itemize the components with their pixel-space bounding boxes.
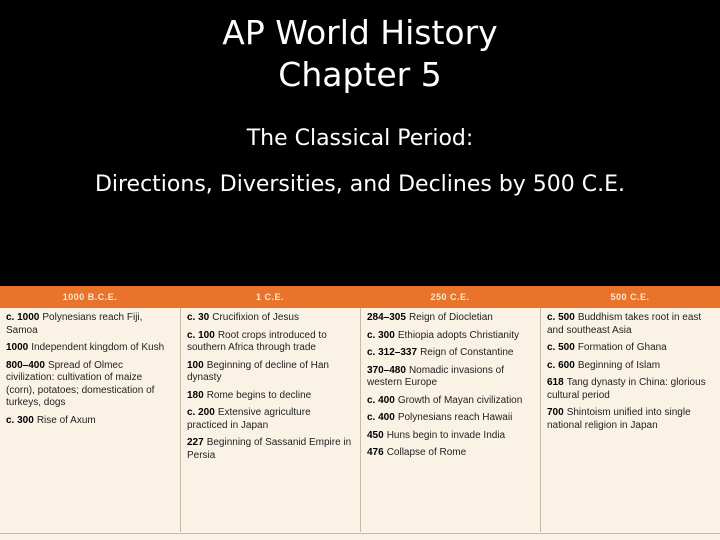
- table-bottom-rule: [0, 533, 720, 534]
- entry-text: Root crops introduced to southern Africa through trade: [187, 329, 327, 353]
- entry-date: c. 312–337: [367, 347, 418, 358]
- entry-date: 100: [187, 359, 204, 371]
- entry-text: Spread of Olmec civilization: cultivation of maize (corn), potatoes; domestication of turkeys, dogs: [6, 359, 155, 408]
- entry-text: Collapse of Rome: [386, 447, 467, 458]
- entry-date: c. 200: [187, 407, 215, 418]
- timeline-entry: [367, 447, 533, 460]
- entry-date: 800–400: [6, 359, 45, 371]
- entry-text: Beginning of Islam: [577, 359, 661, 371]
- entry-date: c. 300: [6, 414, 34, 426]
- timeline-entry: [367, 312, 533, 325]
- timeline-entry: [367, 395, 533, 408]
- timeline-entry: [187, 390, 353, 403]
- slide-title: [0, 12, 720, 96]
- entry-date: c. 100: [187, 329, 215, 341]
- subtitle-line-2: Directions, Diversities, and Declines by 500 C.E.: [94, 172, 626, 197]
- timeline-entry: [547, 312, 713, 337]
- timeline-entry: [187, 312, 353, 325]
- timeline-column-250ce: [367, 312, 533, 540]
- timeline-column-500ce: [547, 312, 713, 540]
- entry-date: c. 30: [187, 312, 210, 323]
- entry-date: 1000: [6, 342, 29, 353]
- timeline-entry: [187, 360, 353, 385]
- entry-text: Nomadic invasions of western Europe: [367, 364, 504, 388]
- timeline-entry: [367, 365, 533, 390]
- entry-text: Polynesians reach Hawaii: [397, 412, 513, 423]
- timeline-entry: [187, 437, 353, 462]
- timeline-entry: [6, 312, 172, 337]
- column-header: 1000 B.C.E.: [62, 292, 118, 302]
- column-header: 500 C.E.: [610, 292, 650, 302]
- entry-date: c. 1000: [6, 312, 40, 323]
- entry-date: 700: [547, 407, 564, 418]
- entry-text: Formation of Ghana: [577, 342, 667, 353]
- title-line-2: Chapter 5: [278, 55, 442, 94]
- timeline-entry: [367, 430, 533, 443]
- column-divider: [540, 308, 541, 532]
- column-header: 250 C.E.: [430, 292, 470, 302]
- entry-date: c. 300: [367, 329, 395, 341]
- entry-date: 618: [547, 377, 564, 388]
- entry-text: Tang dynasty in China: glorious cultural period: [547, 377, 706, 401]
- entry-text: Beginning of Sassanid Empire in Persia: [187, 437, 352, 461]
- entry-date: c. 500: [547, 312, 575, 323]
- entry-text: Buddhism takes root in east and southeast Asia: [547, 312, 702, 336]
- entry-text: Huns begin to invade India: [386, 429, 506, 441]
- entry-text: Beginning of decline of Han dynasty: [187, 359, 329, 383]
- subtitle-line-1: The Classical Period:: [246, 126, 474, 151]
- entry-text: Extensive agriculture practiced in Japan: [187, 407, 311, 431]
- timeline-column-1ce: [187, 312, 353, 540]
- entry-text: Shintoism unified into single national religion in Japan: [547, 407, 691, 431]
- entry-text: Reign of Diocletian: [408, 312, 493, 323]
- timeline-entry: [367, 347, 533, 360]
- entry-date: 450: [367, 429, 384, 441]
- entry-text: Ethiopia adopts Christianity: [397, 329, 519, 341]
- timeline-entry: [547, 377, 713, 402]
- timeline-entry: [547, 342, 713, 355]
- timeline-entry: [187, 407, 353, 432]
- title-line-1: AP World History: [222, 13, 498, 52]
- column-header: 1 C.E.: [255, 292, 284, 302]
- entry-text: Independent kingdom of Kush: [31, 342, 165, 353]
- timeline-column-1000bce: [6, 312, 172, 540]
- entry-text: Rise of Axum: [36, 414, 96, 426]
- entry-date: 370–480: [367, 364, 406, 376]
- timeline-entry: [6, 415, 172, 428]
- entry-text: Rome begins to decline: [206, 389, 312, 401]
- entry-date: c. 600: [547, 359, 575, 371]
- entry-date: c. 400: [367, 394, 395, 406]
- entry-date: c. 400: [367, 412, 395, 423]
- timeline-entry: [367, 330, 533, 343]
- timeline-table: [0, 286, 720, 540]
- timeline-entry: [187, 330, 353, 355]
- entry-date: c. 500: [547, 342, 575, 353]
- timeline-entry: [547, 360, 713, 373]
- timeline-header-row: [0, 286, 720, 308]
- entry-text: Reign of Constantine: [420, 347, 514, 358]
- entry-date: 476: [367, 447, 384, 458]
- entry-date: 227: [187, 437, 204, 448]
- timeline-entry: [367, 412, 533, 425]
- column-divider: [180, 308, 181, 532]
- entry-date: 284–305: [367, 312, 406, 323]
- timeline-entry: [6, 342, 172, 355]
- column-divider: [360, 308, 361, 532]
- entry-text: Polynesians reach Fiji, Samoa: [6, 312, 143, 336]
- entry-text: Growth of Mayan civilization: [397, 394, 523, 406]
- timeline-entry: [547, 407, 713, 432]
- timeline-entry: [6, 360, 172, 410]
- entry-date: 180: [187, 389, 204, 401]
- entry-text: Crucifixion of Jesus: [212, 312, 299, 323]
